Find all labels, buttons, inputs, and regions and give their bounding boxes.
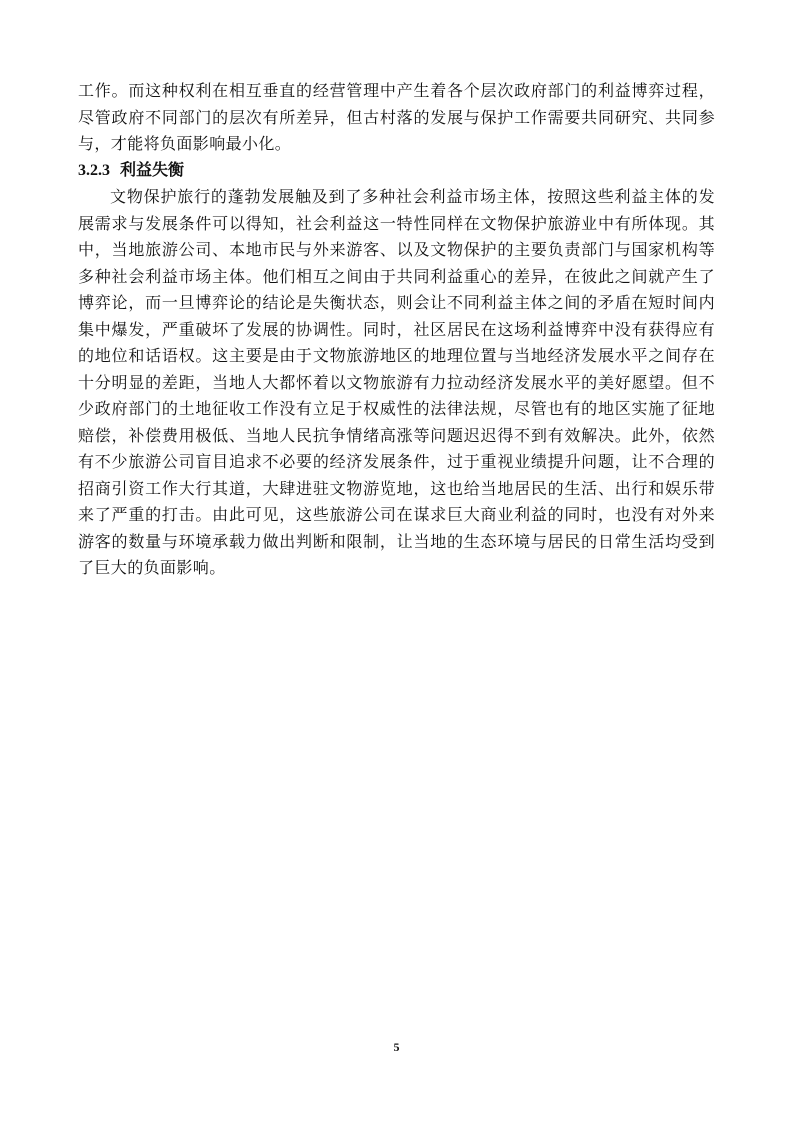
section-title: 利益失衡 [120, 160, 185, 179]
page-number: 5 [393, 1040, 400, 1054]
section-number: 3.2.3 [78, 162, 110, 179]
section-paragraph-block [78, 184, 715, 582]
section-heading [78, 157, 184, 185]
continued-paragraph: 工作。而这种权利在相互垂直的经营管理中产生着各个层次政府部门的利益博弈过程，尽管政府不同部门的层次有所差异，但古村落的发展与保护工作需要共同研究、共同参与，才能将负面影响最小化。 [78, 81, 715, 153]
continued-paragraph-block [78, 78, 715, 158]
section-paragraph: 文物保护旅行的蓬勃发展触及到了多种社会利益市场主体，按照这些利益主体的发展需求与发展条件可以得知，社会利益这一特性同样在文物保护旅游业中有所体现。其中，当地旅游公司、本地市民与外来游客、以及文物保护的主要负责部门与国家机构等多种社会利益市场主体。他们相互之间由于共同利益重心的差异，在彼此之间就产生了博弈论，而一旦博弈论的结论是失衡状态，则会让不同利益主体之间的矛盾在短时间内集中爆发，严重破坏了发展的协调性。同时，社区居民在这场利益博弈中没有获得应有的地位和话语权。这主要是由于文物旅游地区的地理位置与当地经济发展水平之间存在十分明显的差距，当地人大都怀着以文物旅游有力拉动经济发展水平的美好愿望。但不少政府部门的土地征收工作没有立足于权威性的法律法规，尽管也有的地区实施了征地赔偿，补偿费用极低、当地人民抗争情绪高涨等问题迟迟得不到有效解决。此外，依然有不少旅游公司盲目追求不必要的经济发展条件，过于重视业绩提升问题，让不合理的招商引资工作大行其道，大肆进驻文物游览地，这也给当地居民的生活、出行和娱乐带来了严重的打击。由此可见，这些旅游公司在谋求巨大商业利益的同时，也没有对外来游客的数量与环境承载力做出判断和限制，让当地的生态环境与居民的日常生活均受到了巨大的负面影响。 [78, 187, 715, 577]
